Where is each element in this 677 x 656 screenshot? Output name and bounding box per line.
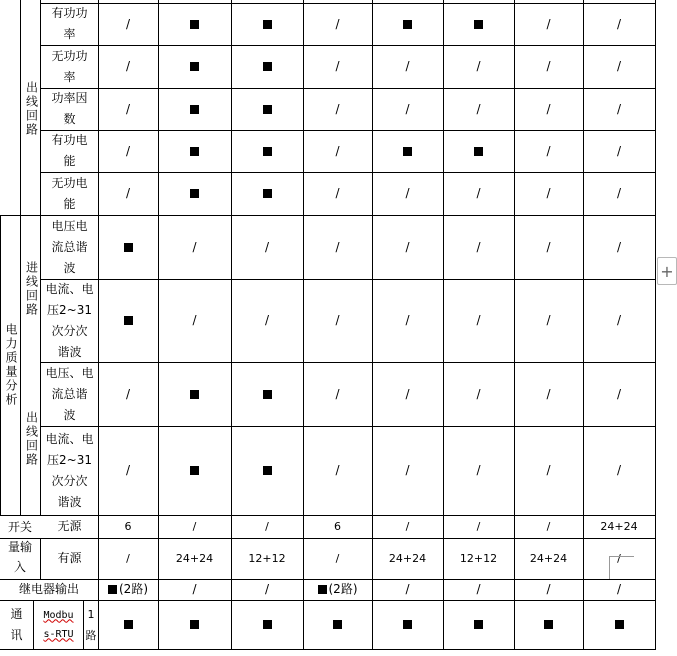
empty-mark: /: [335, 186, 340, 200]
value-cell: [514, 426, 583, 515]
value-cell: [158, 279, 231, 362]
value-cell: [583, 3, 655, 45]
value-cell: [514, 45, 583, 88]
value-cell: [583, 426, 655, 515]
undefined: [22, 3, 40, 215]
filled-mark: [403, 147, 412, 156]
relay-value-cell: [231, 579, 303, 600]
value-cell: [98, 88, 158, 130]
switch-value-cell: [98, 538, 158, 579]
value-cell: [158, 45, 231, 88]
filled-mark: [615, 620, 624, 629]
bottom-line: [18, 649, 655, 650]
value-cell: [514, 362, 583, 426]
relay-label-text: 继电器输出: [18, 582, 79, 596]
comm-protocol: [34, 600, 83, 649]
value-cell: [372, 426, 443, 515]
switch-value-cell: [372, 515, 443, 538]
value-cell: [98, 215, 158, 279]
filled-mark: [544, 620, 553, 629]
switch-value: /: [476, 520, 481, 533]
filled-mark: [333, 620, 342, 629]
value-cell: [443, 279, 514, 362]
comm-label: [0, 600, 33, 649]
switch-row-label-text: 无源: [57, 519, 82, 533]
empty-mark: /: [616, 313, 622, 327]
empty-mark: /: [405, 239, 410, 254]
group-label-outgoing: 出线回路: [24, 81, 39, 137]
value-cell: [231, 279, 303, 362]
value-cell: [303, 88, 372, 130]
row-label-text: 无功功 率: [51, 48, 88, 84]
switch-input-text: 开关 量输 入: [7, 520, 32, 574]
value-cell: [231, 172, 303, 215]
empty-mark: /: [616, 186, 622, 200]
row-label: [41, 426, 98, 515]
filled-mark: [474, 20, 483, 29]
switch-value: /: [126, 552, 130, 565]
filled-mark: [190, 466, 199, 475]
value-cell: [98, 45, 158, 88]
value-cell: [443, 426, 514, 515]
filled-mark: [108, 585, 117, 594]
relay-value-cell: [372, 579, 443, 600]
value-cell: [372, 88, 443, 130]
filled-mark: [263, 105, 272, 114]
filled-mark: [263, 466, 272, 475]
undefined: [22, 215, 40, 362]
switch-value: 24+24: [175, 552, 214, 565]
switch-value-cell: [372, 538, 443, 579]
relay-value: /: [405, 582, 410, 596]
empty-mark: /: [125, 463, 131, 477]
row-label-text: 有功电 能: [51, 133, 88, 168]
empty-mark: /: [335, 313, 340, 327]
comm-count-text: 1 路: [85, 607, 97, 642]
value-cell: [583, 130, 655, 172]
value-cell: [372, 362, 443, 426]
value-cell: [303, 426, 372, 515]
empty-mark: /: [616, 59, 622, 73]
row-label-text: 电流、电 压2~31 次分次 谐波: [45, 281, 94, 359]
relay-value: (2路): [328, 582, 358, 596]
filled-mark: [124, 620, 133, 629]
switch-value: /: [335, 552, 340, 565]
value-cell: [303, 3, 372, 45]
relay-value: /: [616, 582, 622, 596]
comm-value-cell: [514, 600, 583, 649]
empty-mark: /: [125, 59, 131, 73]
group-label-incoming: 进线回路: [24, 260, 39, 317]
value-cell: [443, 88, 514, 130]
value-cell: [303, 279, 372, 362]
relay-value-cell: [158, 579, 231, 600]
value-cell: [443, 130, 514, 172]
filled-mark: [263, 620, 272, 629]
empty-mark: /: [125, 101, 131, 116]
empty-mark: /: [546, 463, 551, 477]
value-cell: [372, 45, 443, 88]
empty-mark: /: [616, 386, 622, 401]
value-cell: [443, 362, 514, 426]
empty-mark: /: [546, 313, 551, 327]
switch-value-cell: [583, 515, 655, 538]
row-label-text: 有功功 率: [51, 6, 88, 41]
switch-value: 12+12: [459, 552, 498, 565]
filled-mark: [263, 62, 272, 71]
value-cell: [231, 45, 303, 88]
value-cell: [443, 45, 514, 88]
comm-count: [84, 600, 98, 649]
comm-value-cell: [583, 600, 655, 649]
empty-mark: /: [405, 313, 410, 327]
value-cell: [231, 3, 303, 45]
value-cell: [231, 215, 303, 279]
empty-mark: /: [546, 101, 551, 116]
value-cell: [443, 3, 514, 45]
relay-value: /: [192, 582, 197, 596]
empty-mark: /: [405, 186, 410, 200]
filled-mark: [190, 105, 199, 114]
empty-mark: /: [616, 16, 622, 31]
switch-value-cell: [231, 515, 303, 538]
value-cell: [231, 362, 303, 426]
empty-mark: /: [405, 59, 410, 73]
switch-value: /: [192, 520, 197, 533]
empty-mark: /: [476, 239, 481, 254]
empty-mark: /: [476, 386, 481, 401]
value-cell: [98, 3, 158, 45]
relay-value-cell: [514, 579, 583, 600]
empty-mark: /: [476, 313, 481, 327]
value-cell: [372, 215, 443, 279]
relay-value: (2路): [119, 582, 148, 596]
empty-mark: /: [125, 16, 131, 31]
value-cell: [303, 45, 372, 88]
empty-mark: /: [476, 463, 481, 477]
value-cell: [231, 88, 303, 130]
value-cell: [583, 88, 655, 130]
row-label: [41, 172, 98, 215]
relay-value-cell: [303, 579, 372, 600]
empty-mark: /: [546, 239, 551, 254]
switch-input-label: [0, 515, 40, 579]
switch-value: 24+24: [600, 520, 638, 533]
empty-mark: /: [476, 186, 481, 200]
value-cell: [514, 172, 583, 215]
switch-value: /: [617, 552, 621, 565]
filled-mark: [190, 189, 199, 198]
value-cell: [583, 362, 655, 426]
value-cell: [158, 172, 231, 215]
value-col-line: [655, 0, 656, 649]
filled-mark: [263, 390, 272, 399]
value-cell: [514, 88, 583, 130]
empty-mark: /: [125, 143, 131, 158]
empty-mark: /: [264, 313, 270, 327]
filled-mark: [474, 147, 483, 156]
filled-mark: [190, 62, 199, 71]
value-cell: [514, 279, 583, 362]
filled-mark: [190, 147, 199, 156]
switch-value: 24+24: [529, 552, 568, 565]
empty-mark: /: [335, 101, 340, 116]
value-cell: [98, 426, 158, 515]
value-cell: [372, 130, 443, 172]
value-cell: [443, 215, 514, 279]
relay-label: [0, 579, 98, 600]
comm-value-cell: [372, 600, 443, 649]
filled-mark: [403, 20, 412, 29]
value-cell: [303, 215, 372, 279]
filled-mark: [263, 147, 272, 156]
value-cell: [372, 279, 443, 362]
empty-mark: /: [405, 386, 410, 401]
empty-mark: /: [335, 16, 340, 31]
value-cell: [583, 45, 655, 88]
empty-mark: /: [546, 386, 551, 401]
empty-mark: /: [546, 143, 551, 158]
switch-value-cell: [303, 515, 372, 538]
value-cell: [231, 130, 303, 172]
filled-mark: [190, 620, 199, 629]
switch-value-cell: [514, 538, 583, 579]
comm-protocol-text: Modbu s-RTU: [43, 609, 74, 640]
switch-value: 6: [124, 520, 132, 533]
empty-mark: /: [405, 463, 410, 477]
value-cell: [158, 3, 231, 45]
row-label-text: 无功电 能: [51, 175, 88, 211]
switch-value-cell: [231, 538, 303, 579]
row-label: [41, 362, 98, 426]
value-cell: [303, 172, 372, 215]
value-cell: [158, 362, 231, 426]
value-cell: [98, 130, 158, 172]
row-label-text: 功率因 数: [51, 91, 88, 126]
comm-label-text: 通 讯: [10, 606, 23, 642]
switch-value-cell: [443, 538, 514, 579]
filled-mark: [190, 20, 199, 29]
value-cell: [583, 215, 655, 279]
switch-row-label: [41, 515, 98, 538]
value-cell: [231, 426, 303, 515]
filled-mark: [263, 189, 272, 198]
value-cell: [372, 172, 443, 215]
empty-mark: /: [192, 239, 197, 254]
value-cell: [303, 362, 372, 426]
switch-value: 6: [334, 520, 341, 533]
empty-mark: /: [405, 101, 410, 116]
value-cell: [372, 3, 443, 45]
empty-mark: /: [335, 143, 340, 158]
switch-value-cell: [158, 538, 231, 579]
empty-mark: /: [476, 59, 481, 73]
empty-mark: /: [335, 59, 340, 73]
empty-mark: /: [264, 239, 270, 254]
value-cell: [158, 88, 231, 130]
value-cell: [158, 215, 231, 279]
empty-mark: /: [546, 59, 551, 73]
empty-mark: /: [616, 143, 622, 158]
undefined: [22, 362, 40, 515]
switch-value: 12+12: [248, 552, 286, 565]
empty-mark: /: [335, 463, 340, 477]
relay-value: /: [546, 582, 551, 596]
filled-mark: [403, 620, 412, 629]
value-cell: [583, 279, 655, 362]
empty-mark: /: [476, 101, 481, 116]
value-cell: [514, 130, 583, 172]
empty-mark: /: [546, 186, 551, 200]
relay-value-cell: [583, 579, 655, 600]
value-cell: [158, 426, 231, 515]
switch-value-cell: [158, 515, 231, 538]
filled-mark: [124, 316, 133, 325]
row-label-text: 电流、电 压2~31 次分次 谐波: [45, 431, 94, 509]
comm-value-cell: [303, 600, 372, 649]
empty-mark: /: [335, 239, 340, 254]
row-label: [41, 3, 98, 45]
undefined: [1, 215, 20, 515]
switch-value-cell: [514, 515, 583, 538]
row-label: [41, 215, 98, 279]
filled-mark: [318, 585, 327, 594]
switch-row-label: [41, 538, 98, 579]
value-cell: [443, 172, 514, 215]
row-label-text: 电压、电 流总谐 波: [45, 365, 94, 422]
switch-value: 24+24: [388, 552, 427, 565]
empty-mark: /: [125, 186, 131, 200]
relay-value-cell: [443, 579, 514, 600]
comm-value-cell: [98, 600, 158, 649]
row-label: [41, 45, 98, 88]
row-label: [41, 279, 98, 362]
relay-value: /: [476, 582, 481, 596]
empty-mark: /: [616, 239, 622, 254]
switch-value: /: [546, 520, 551, 533]
value-cell: [514, 215, 583, 279]
value-cell: [583, 172, 655, 215]
filled-mark: [190, 390, 199, 399]
empty-mark: /: [616, 101, 622, 116]
selection-corner: [609, 556, 634, 579]
value-cell: [98, 362, 158, 426]
comm-value-cell: [231, 600, 303, 649]
filled-mark: [474, 620, 483, 629]
relay-value: /: [264, 582, 270, 596]
relay-value-cell: [98, 579, 158, 600]
empty-mark: /: [546, 16, 551, 31]
switch-value: /: [265, 520, 269, 533]
filled-mark: [263, 20, 272, 29]
switch-value-cell: [443, 515, 514, 538]
empty-mark: /: [335, 386, 340, 401]
row-label-text: 电压电 流总谐 波: [51, 218, 88, 275]
empty-mark: /: [616, 463, 622, 477]
value-cell: [514, 3, 583, 45]
value-cell: [303, 130, 372, 172]
empty-mark: /: [192, 313, 197, 327]
switch-row-label-text: 有源: [57, 551, 82, 565]
switch-value-cell: [303, 538, 372, 579]
row-label: [41, 88, 98, 130]
value-cell: [98, 279, 158, 362]
filled-mark: [124, 243, 133, 252]
comm-value-cell: [443, 600, 514, 649]
value-cell: [158, 130, 231, 172]
group-label-outgoing-pq: 出线回路: [24, 410, 39, 467]
switch-value: /: [405, 520, 410, 533]
comm-value-cell: [158, 600, 231, 649]
row-label: [41, 130, 98, 172]
empty-mark: /: [125, 386, 131, 401]
add-button[interactable]: +: [657, 257, 677, 285]
value-cell: [98, 172, 158, 215]
switch-value-cell: [98, 515, 158, 538]
group-label-power-quality: 电力质量分析: [4, 323, 18, 407]
